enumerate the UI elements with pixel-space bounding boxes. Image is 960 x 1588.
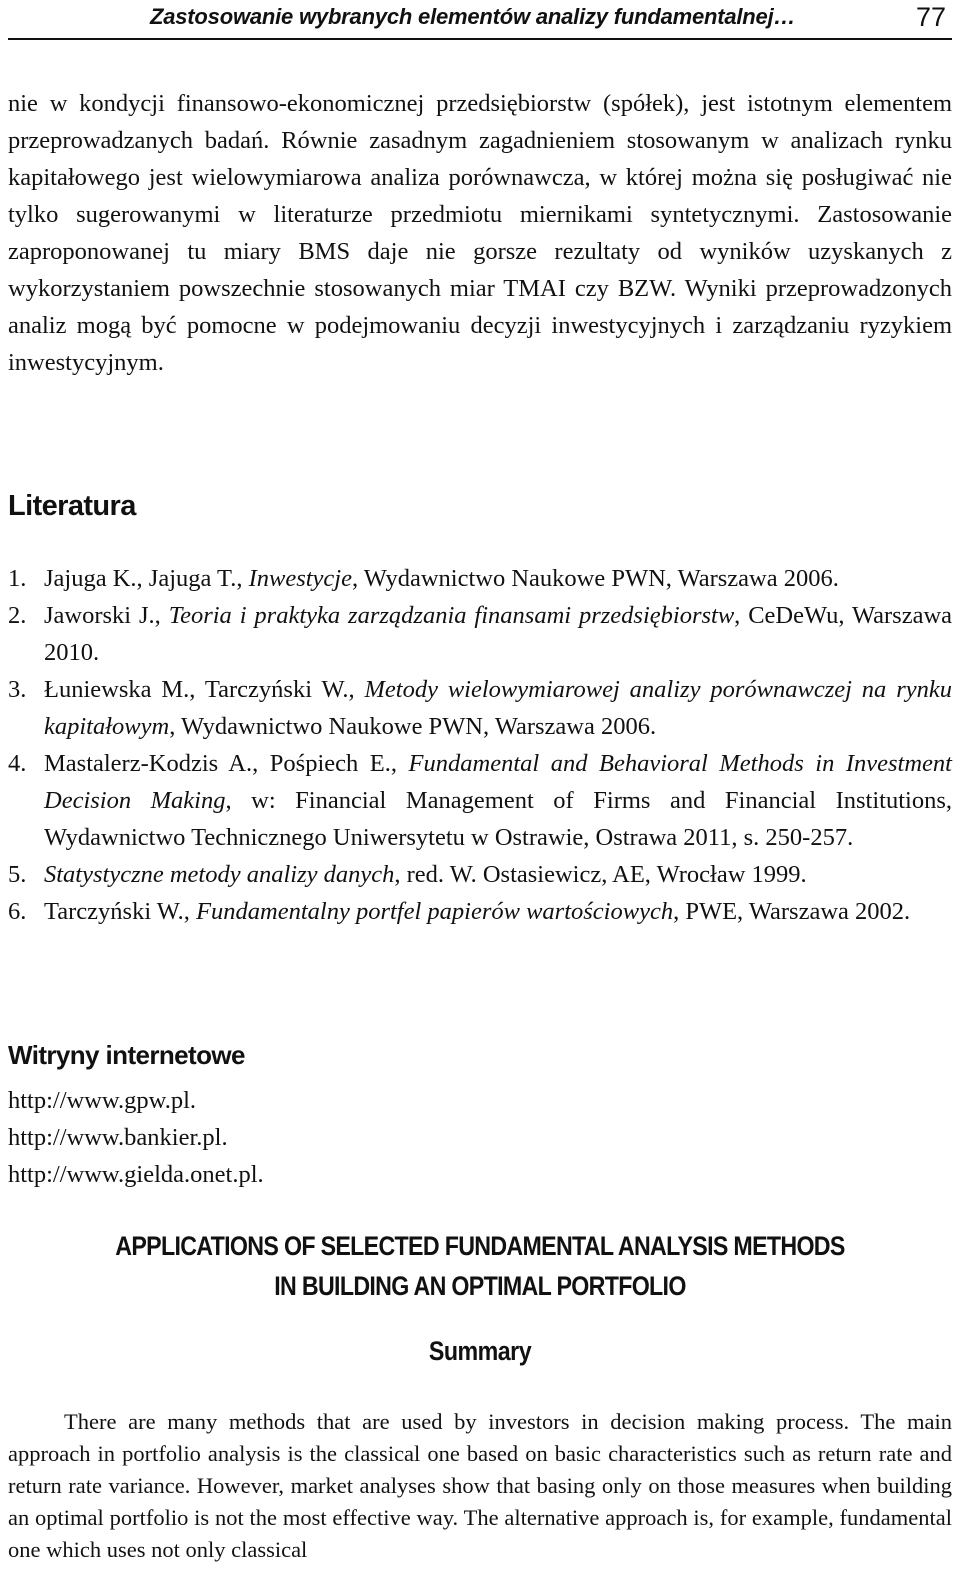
intro-paragraph: nie w kondycji finansowo-ekonomicznej przedsiębiorstw (spółek), jest istotnym elementem przeprowadzanych badań. Równie zasadnym zagadnieniem stosowanym w analizach rynku kapitałowego jest wielowymiarowa analiza porównawcza, w której można się posługiwać nie tylko sugerowanymi w literaturze przedmiotu miernikami syntetycznymi. Zastosowanie zaproponowanej tu miary BMS daje nie gorsze rezultaty od wyników uzyskanych z wykorzystaniem powszechnie stosowanych miar TMAI czy BZW. Wyniki przeprowadzonych analiz mogą być pomocne w podejmowaniu decyzji inwestycyjnych i zarządzaniu ryzykiem inwestycyjnym. [8,90,952,376]
reference-authors: Jaworski J., [44,602,169,629]
reference-item [8,893,952,930]
reference-number: 2. [8,602,27,629]
reference-title: Statystyczne metody analizy danych [44,861,395,888]
english-title [67,1226,893,1306]
websites-heading: Witryny internetowe [8,1040,245,1070]
reference-number: 5. [8,861,27,888]
reference-title: Fundamental and Behavioral Methods in Investment Decision Making [44,750,952,814]
running-title: Zastosowanie wybranych elementów analizy fundamentalnej… [150,4,796,29]
website-link: http://www.bankier.pl. [8,1124,228,1151]
page-number: 77 [915,2,946,32]
running-header [8,0,952,40]
reference-details: , Wydawnictwo Naukowe PWN, Warszawa 2006. [169,713,657,740]
reference-item [8,597,952,671]
website-list [8,1082,264,1193]
reference-item [8,745,952,856]
reference-details: , PWE, Warszawa 2002. [673,898,911,925]
summary-heading: Summary [428,1336,532,1366]
reference-authors: Tarczyński W., [44,898,197,925]
reference-authors: Mastalerz-Kodzis A., Pośpiech E., [44,750,409,777]
reference-item [8,671,952,745]
english-title-line-2: IN BUILDING AN OPTIMAL PORTFOLIO [274,1271,686,1301]
reference-authors: Jajuga K., Jajuga T., [44,565,249,592]
reference-number: 6. [8,898,27,925]
website-link: http://www.gielda.onet.pl. [8,1161,264,1188]
reference-details: , Wydawnictwo Naukowe PWN, Warszawa 2006. [351,565,839,592]
reference-title: Fundamentalny portfel papierów wartościowych [196,898,674,925]
reference-title: Inwestycje [248,565,352,592]
reference-number: 1. [8,565,27,592]
literature-heading: Literatura [8,490,136,522]
reference-title: Metody wielowymiarowej analizy porównawczej na rynku kapitałowym [44,676,952,740]
reference-number: 3. [8,676,27,703]
reference-list [8,560,952,930]
reference-details: , w: Financial Management of Firms and Financial Institutions, Wydawnictwo Technicznego Uniwersytetu w Ostrawie, Ostrawa 2011, s. 250-257. [44,787,952,851]
reference-number: 4. [8,750,27,777]
reference-title: Teoria i praktyka zarządzania finansami przedsiębiorstw [168,602,735,629]
reference-item [8,856,952,893]
summary-paragraph: There are many methods that are used by investors in decision making process. The main approach in portfolio analysis is the classical one based on basic characteristics such as return rate and return rate variance. However, market analyses show that basing only on those measures when building an optimal portfolio is not the most effective way. The alternative approach is, for example, fundamental one which uses not only classical [8,1409,952,1562]
english-title-line-1: APPLICATIONS OF SELECTED FUNDAMENTAL ANALYSIS METHODS [115,1231,845,1261]
reference-authors: Łuniewska M., Tarczyński W., [44,676,365,703]
reference-details: , red. W. Ostasiewicz, AE, Wrocław 1999. [394,861,807,888]
website-link: http://www.gpw.pl. [8,1087,197,1114]
reference-item [8,560,952,597]
reference-details: , CeDeWu, Warszawa 2010. [44,602,953,666]
